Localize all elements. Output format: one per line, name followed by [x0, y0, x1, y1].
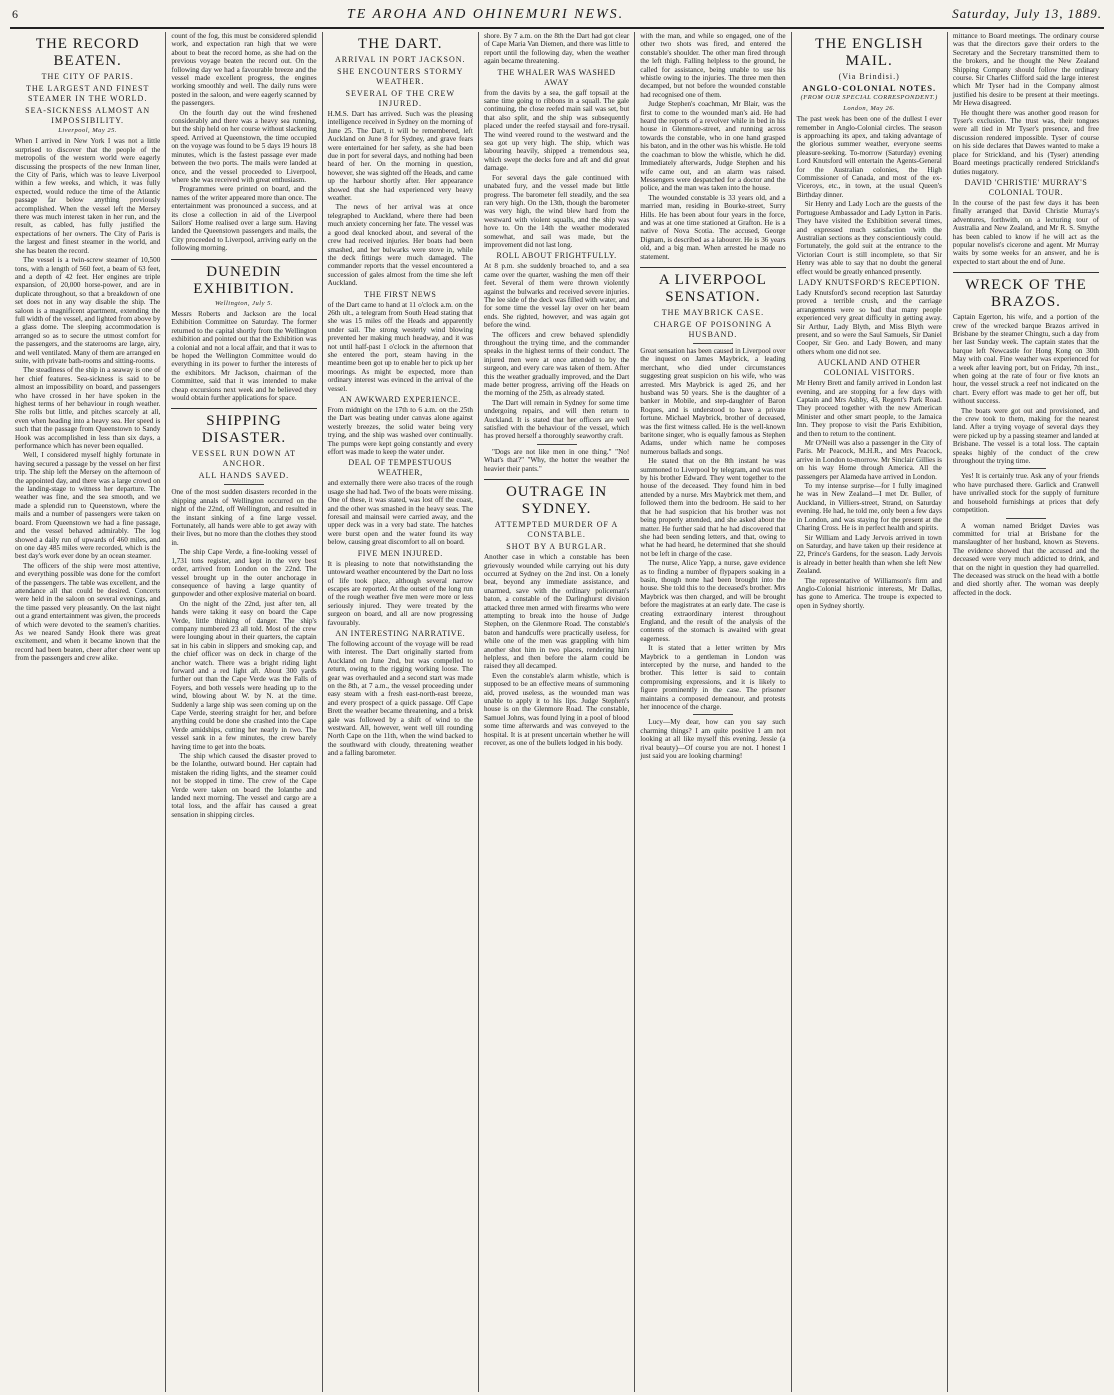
column-2 — [166, 32, 322, 1392]
paragraph: Programmes were printed on board, and the names of the writer appeared more than once. The entertainment was pronounced a success, and at its close a collection in aid of the Liverpool Sailors' Home realised over a large sum. Having landed the Queenstown passengers and mails, the City proceeded to Liverpool, arriving early on the following morning. — [171, 185, 317, 253]
paragraph: The officers and crew behaved splendidly throughout the trying time, and the commander speaks in the highest terms of their conduct. The injured men were at once attended to by the surgeon, and every care was taken of them. After this the weather gradually improved, and the Dart made better progress, arriving off the Heads on the morning of the 25th, as already stated. — [483, 330, 630, 398]
divider — [693, 343, 733, 344]
subhead: CHARGE OF POISONING A HUSBAND. — [653, 319, 773, 339]
subhead: ALL HANDS SAVED. — [198, 471, 290, 481]
paragraph: count of the fog, this must be considered splendid work, and expectation ran high that we were about to beat the record home, as she had on the previous voyage beaten the record out. On the following day we had a favourable breeze and the vessel made excellent progress, the engines working smoothly and well. The daily runs were posted in the saloon, and were eagerly scanned by the passengers. — [171, 32, 317, 108]
divider — [693, 714, 733, 715]
paragraph: When I arrived in New York I was not a little surprised to discover that the people of the metropolis of the western world were eagerly discussing the prospects of the new Inman liner, the City of Paris, which was to leave Liverpool within a few weeks, and which, it was fully expected, would reduce the time of the Atlantic passage far below anything previously accomplished. When the vessel left the Mersey there was much interest taken in her run, and the result, as cabled, has fully justified the expectations of her owners. The City of Paris is the largest and finest steamer in the world, and she has beaten the record. — [15, 137, 161, 255]
paragraph: Judge Stephen's coachman, Mr Blair, was the first to come to the wounded man's aid. He had heard the reports of a revolver while in bed in his house in Glenmore-street, and running across towards the constable, who in one hand grasped his baton, and in the other was his whistle. He told the coachman to blow the whistle, which he did. Immediately afterwards, Judge Stephen and his wife came out, and an alarm was raised. Messengers were despatched for a doctor and the police, and the man was taken into the house. — [640, 100, 786, 193]
issue-date: Saturday, July 13, 1889. — [952, 6, 1102, 21]
subhead: FIVE MEN INJURED. — [357, 548, 443, 558]
subhead: AN AWKWARD EXPERIENCE. — [339, 395, 461, 404]
paragraph: He thought there was another good reason for Tyser's exclusion. The trust was, their tongues were all tied in Mr Tyser's presence, and free discussion rendered impossible. Tyser of course on his side declares that Dawes wanted to make a place for Strickland, and his (Tyser) attending Board meetings practically rendered Strickland's duties nugatory. — [952, 108, 1100, 176]
paragraph: On the fourth day out the wind freshened considerably and there was a heavy sea running, but the ship held on her course without slackening speed. Arrived at Queenstown, the time occupied on the voyage was found to be 5 days 19 hours 18 minutes, which is the fastest passage ever made between the two ports. The mails were landed at once, and the vessel proceeded to Liverpool, where she was received with great enthusiasm. — [171, 108, 317, 184]
subhead: THE LARGEST AND FINEST STEAMER IN THE WORLD. — [25, 84, 150, 103]
column-3 — [323, 32, 479, 1392]
column-6 — [792, 32, 948, 1392]
paragraph: The wounded constable is 33 years old, and a married man, residing in Bourke-street, Surry Hills. He has been about four years in the force, and was at one time stationed at Grafton. He is a native of Nova Scotia. The accused, George Dignam, is described as a labourer. He is 36 years old, and a big man. When arrested he made no statement. — [640, 193, 786, 261]
paragraph: To my intense surprise—for I fully imagined he was in New Zealand—I met Dr. Buller, of Auckland, in Villiers-street, Strand, on Saturday evening. He had, he told me, only been a few days in London, and was staying for the present at the Charing Cross. He is in perfect health and spirits. — [796, 482, 942, 533]
divider — [1006, 518, 1046, 519]
subhead: DAVID 'CHRISTIE' MURRAY'S COLONIAL TOUR. — [964, 177, 1088, 197]
headline-the-dart: THE DART. — [358, 36, 443, 52]
paragraph: The representative of Williamson's firm and Anglo-Colonial histrionic interests, Mr Dallas, has gone to America. The troupe is expected to open in Sydney shortly. — [796, 576, 942, 610]
divider — [1006, 468, 1046, 469]
paragraph: The ship which caused the disaster proved to be the Iolanthe, outward bound. Her captain had mistaken the riding lights, and the steamer could not be stopped in time. The crew of the Cape Verde were taken on board the Iolanthe and landed next morning. The vessel and cargo are a total loss, and the affair has caused a great sensation in shipping circles. — [171, 752, 317, 819]
paragraph: Even the constable's alarm whistle, which is supposed to be an effective means of summoning aid, proved useless, as the wounded man was unable to apply it to his lips. Judge Stephen's house is on the Glenmore Road. The constable, Samuel Johns, was found lying in a pool of blood some time afterwards and was conveyed to the hospital. It is at present uncertain whether he will recover, as one of the bullets lodged in his body. — [483, 671, 630, 748]
paragraph: Mr O'Neill was also a passenger in the City of Paris. Mr Peacock, M.H.R., and Mrs Peacock, arrive in London to-morrow. Mr Sinclair Gillies is on his way Home through America. All the passengers per Alameda have arrived in London. — [796, 439, 942, 481]
subhead: (FROM OUR SPECIAL CORRESPONDENT.) — [800, 94, 938, 102]
paragraph: Messrs Roberts and Jackson are the local Exhibition Committee on Saturday. The former returned to the capital shortly from the Wellington exhibition and pointed out that the Exhibition was a colonial and not a local affair, and that it was to be hoped the Wellington Committee would do everything in its power to further the interests of the exhibitors. Mr Jackson, chairman of the Committee, said that it was intended to make cheap excursions next week and he believed they would obtain further applications for space. — [171, 309, 317, 403]
paragraph: In the course of the past few days it has been finally arranged that David Christie Murray's adventures, forthwith, on a lecturing tour of Australia and New Zealand, and Mr R. S. Smythe has been cabled to know if he will act as the popular novelist's cicerone and agent. Mr Murray waits by some weeks for an answer, and he is expected to start about the end of June. — [952, 198, 1100, 266]
paragraph: of the Dart came to hand at 11 o'clock a.m. on the 26th ult., a telegram from South Head stating that she was 15 miles off the Heads and apparently under sail. The strong westerly wind blowing prevented her making much headway, and it was not until half-past 1 o'clock in the afternoon that she entered the port, steam having in the meantime been got up to enable her to pick up her moorings. As might be expected, more than ordinary interest was evinced in the arrival of the vessel. — [327, 300, 473, 393]
column-5 — [635, 32, 791, 1392]
subhead: AN INTERESTING NARRATIVE. — [335, 628, 466, 638]
headline-shipping-disaster: SHIPPING DISASTER. — [171, 408, 316, 447]
quote-paragraph: "Dogs are not like men in one thing." "No! What's that?" "Why, the hotter the weather the heavier their pants." — [483, 447, 630, 473]
paragraph: For several days the gale continued with unabated fury, and the vessel made but little progress. The barometer fell steadily, and the sea ran very high. On the 13th, though the barometer was very high, the wind blew hard from the westward with violent squalls, and the ship was hove to. On the 14th the weather moderated somewhat, and sail was made, but the improvement did not last long. — [483, 173, 630, 249]
subhead: SHE ENCOUNTERS STORMY WEATHER. — [337, 67, 464, 86]
paragraph: The past week has been one of the dullest I ever remember in Anglo-Colonial circles. The season is approaching its apex, and taking advantage of the glorious summer weather, everyone seems pleasure-seeking. To-morrow (Saturday) evening Lord Knutsford will entertain the Agents-General for the Australian colonies, the High Commissioner of Canada, and most of the ex-Viceroys, etc., in town, at the usual Queen's Birthday dinner. — [796, 115, 942, 199]
divider — [537, 444, 577, 445]
subhead: (Via Brindisi.) — [838, 72, 900, 81]
paragraph: Sir William and Lady Jervois arrived in town on Saturday, and have taken up their residence at 22, Prince's Gardens, for the season. Lady Jervois is already in better health than when she left New Zealand. — [796, 533, 942, 576]
headline-english-mail: THE ENGLISH MAIL. — [815, 36, 924, 69]
paragraph: He stated that on the 8th instant he was summoned to Liverpool by telegram, and was met by his brother Edward. They went together to the house of the deceased. They found him in bed attended by a nurse. Mrs Maybrick met them, and followed them into the bedroom. He said to her that he had suspicion that his brother was not being properly attended, and she asked about the matter. He further said that he had discovered that she had been sending letters, and that, owing to what he had heard, he determined that she should not be left in charge of the case. — [640, 457, 786, 558]
paragraph: Captain Egerton, his wife, and a portion of the crew of the wrecked barque Brazos arrived in Brisbane by the steamer Chingtu, such a day from her last Sunday week. The captain states that the barque left Newcastle for Hong Kong on 30th May with coal. Fine weather was experienced for a week after leaving port, but on Friday, 7th inst., when going at the rate of four or five knots an hour, the vessel struck a reef not indicated on the chart. Every effort was made to get her off, but without success. — [952, 313, 1100, 406]
subhead: ROLL ABOUT FRIGHTFULLY. — [496, 251, 617, 261]
paragraph: shore. By 7 a.m. on the 8th the Dart had got clear of Cape Maria Van Diemen, and there was little to report until the following day, when the weather again became threatening. — [483, 32, 630, 66]
subhead: SEVERAL OF THE CREW INJURED. — [345, 89, 455, 108]
subhead: THE MAYBRICK CASE. — [661, 307, 765, 317]
paragraph: The vessel is a twin-screw steamer of 10,500 tons, with a length of 560 feet, a beam of 63 feet, and a depth of 42 feet. Her engines are triple expansion, of 20,000 horse-power, and are in duplicate throughout, so that a breakdown of one set does not in any way disable the ship. The saloon is a magnificent apartment, extending the full width of the vessel, and lighted from above by a glass dome. The sleeping accommodation is arranged so as to secure the utmost comfort for the passengers, and the staterooms are large, airy, and well ventilated. Many of them are arranged en suite, with private bath-rooms and sitting-rooms. — [15, 256, 161, 365]
column-1 — [10, 32, 166, 1392]
paragraph: A woman named Bridget Davies was committed for trial at Brisbane for the manslaughter of her husband, known as Stevens. The evidence showed that the accused and the deceased were very much addicted to drink, and that on the night in question they had quarrelled. The deceased was struck on the head with a bottle and died shortly after. The woman was deeply affected in the dock. — [952, 521, 1100, 597]
paragraph: Sir Henry and Lady Loch are the guests of the Portuguese Ambassador and Lady Lytton in Paris. They have visited the Exhibition several times, and expressed much satisfaction with the Australian sections as they conscientiously could. Fortunately, the gold suit at the entrance to the Victorian Court is still incomplete, so that Sir Henry was able to say that no doubt the general effect would be greatly enhanced presently. — [796, 200, 942, 276]
page-number: 6 — [12, 7, 19, 21]
paragraph: Mr Henry Brett and family arrived in London last evening, and are stopping for a few days with Captain and Mrs Ashby, 43, Regent's Park Road. They proceed together with the new American Minister and other smart people, to the Jamaica Inn. They propose to visit the Paris Exhibition, and then to return to the continent. — [796, 379, 942, 438]
paragraph: The following account of the voyage will be read with interest. The Dart originally started from Auckland on June 2nd, but was compelled to return, owing to the rigging working loose. The gear was overhauled and a second start was made on the 8th, at 7 a.m., the vessel proceeding under easy steam with a fresh east-north-east breeze, and every prospect of a quick passage. Off Cape Brett the weather became threatening, and a brisk gale was followed by a shift of wind to the westward. All, however, went well till rounding North Cape on the 11th, when the wind backed to the southward with cloudy, threatening weather and a falling barometer. — [327, 639, 473, 758]
subhead: ANGLO-COLONIAL NOTES. — [802, 83, 937, 93]
subhead: THE FIRST NEWS — [364, 289, 437, 299]
paragraph: mittance to Board meetings. The ordinary course was that the directors gave their orders to the Secretary and the Secretary transmitted them to the brokers, and he thought the New Zealand Shipping Company should follow the ordinary course. Sir Charles Clifford said the large interest which Mr Tyser had in the Company almost justified his desire to be present at their meetings. Mr Hewa disagreed. — [952, 32, 1100, 108]
subhead: ATTEMPTED MURDER OF A CONSTABLE. — [494, 520, 619, 540]
subhead: THE CITY OF PARIS. — [41, 72, 134, 81]
headline-outrage-in-sydney: OUTRAGE IN SYDNEY. — [484, 479, 629, 518]
dateline: Liverpool, May 25. — [58, 127, 118, 134]
headline-liverpool-sensation: A LIVERPOOL SENSATION. — [640, 267, 785, 306]
paragraph: The nurse, Alice Yapp, a nurse, gave evidence as to finding a number of flypapers soaking in a basin, though none had been brought into the house. She told this to the deceased's brother. Mrs Maybrick was then charged, and will be brought before the magistrates at an early date. The case is creating extraordinary interest throughout England, and the result of the analysis of the contents of the stomach is awaited with great eagerness. — [640, 559, 786, 643]
paragraph: It is pleasing to note that notwithstanding the untoward weather encountered by the Dart no loss of life took place, although several narrow escapes are reported. At the outset of the long run of the rough weather five men were more or less seriously injured. They were treated by the surgeon on board, and all are now progressing favourably. — [327, 559, 473, 627]
paragraph: with the man, and while so engaged, one of the other two shots was fired, and entered the constable's shoulder. The other man fired through the left thigh. Falling helpless to the ground, he called for assistance, being unable to use his whistle owing to the injuries. The three men then decamped, but not before the wounded constable had recognised one of them. — [640, 32, 786, 99]
paragraph: On the night of the 22nd, just after ten, all hands were taking it easy on board the Cape Verde, little thinking of danger. The ship's company numbered 23 all told. Most of the crew were lounging about in their quarters, the captain sat in his cabin in slippers and smoking cap, and the chief officer was on deck in charge of the anchor watch. There was a bright riding light forward and a red light aft. About 300 yards further out than the Cape Verde was the Falls of Foyers, and both vessels were heading up to the wind, blowing about W. by N. at the time. Suddenly a large ship was seen coming up on the Cape Verde, steering straight for her, and before anything could be done she crashed into the Cape Verde amidships, cutting her nearly in two. The vessel sank in a few minutes, the crew barely having time to get into the boats. — [171, 599, 317, 751]
paragraph: Lucy—My dear, how can you say such charming things? I am quite positive I am not looking at all like myself this evening. Jessie (a rival beauty)—Of course you are not. I honest I just said you are looking charming! — [640, 718, 786, 761]
paragraph: It is stated that a letter written by Mrs Maybrick to a gentleman in London was intercepted by the nurse, and handed to the brother. This letter is said to contain compromising expressions, and it is likely to figure prominently in the case. The prisoner maintains a composed demeanour, and protests her innocence of the charge. — [640, 644, 786, 712]
paragraph: from the davits by a sea, the gaff topsail at the same time going to ribbons in a squall. The gale continuing, the close reefed main sail was set, but that also split, and the ship was subsequently placed under the reefed staysail and fore-trysail. The wind veered round to the westward and the sea got up very high. The ship, which was labouring heavily, shipped a tremendous sea, which swept the decks fore and aft and did great damage. — [483, 88, 630, 173]
paragraph: From midnight on the 17th to 6 a.m. on the 25th the Dart was beating under canvas alone against westerly breezes, the solid water being very trying, and the ship was washed over continually. The pumps were kept going constantly and every effort was made to keep the water under. — [327, 406, 473, 457]
paragraph: The ship Cape Verde, a fine-looking vessel of 1,731 tons register, and kept in the very best order, arrived from London on the 22nd. The vessel brought up in the outer anchorage in consequence of having a large quantity of gunpowder and other explosive material on board. — [171, 548, 317, 599]
dateline: London, May 26. — [843, 104, 896, 112]
paragraph: The boats were got out and provisioned, and the crew took to them, making for the nearest land. After a trying voyage of several days they were picked up by a passing steamer and landed at Brisbane. The vessel is a total loss. The captain speaks highly of the conduct of the crew throughout the trying time. — [952, 406, 1100, 466]
paragraph: H.M.S. Dart has arrived. Such was the pleasing intelligence received in Sydney on the morning of June 25. The Dart, it will be remembered, left Auckland on June 8 for Sydney, and grave fears were entertained for her safety, as she had been due in port for several days, and nothing had been heard of her. On the morning in question, however, she was sighted off the Heads, and came up the harbour shortly after. Her appearance showed that she had experienced very heavy weather. — [327, 110, 473, 203]
headline-record-beaten: THE RECORD BEATEN. — [35, 36, 140, 69]
columns — [10, 32, 1104, 1392]
subhead: AUCKLAND AND OTHER COLONIAL VISITORS. — [817, 358, 921, 378]
paragraph: Yes! It is certainly true. Ask any of your friends who have purchased there. Garlick and Cranwell have unrivalled stock for the supply of furniture and household furnishings at prices that defy competition. — [952, 472, 1100, 515]
paragraph: Lady Knutsford's second reception last Saturday proved a terrible crush, and the carriage arrangements were so bad that many people experienced very great difficulty in getting away. Sir Arthur, Lady Blyth, and Miss Blyth were present, and so were the Saul Samuels, Sir Daniel Cooper, Sir Geo. and Lady Bowen, and many others whom one did not see. — [796, 288, 942, 356]
column-7 — [948, 32, 1104, 1392]
paragraph: One of the most sudden disasters recorded in the shipping annals of Wellington occurred on the night of the 22nd, off Wellington, and resulted in the instant sinking of a fine large vessel. Fortunately, all hands were able to get away with their lives, but no more than the clothes they stood in. — [171, 488, 317, 547]
paragraph: The news of her arrival was at once telegraphed to Auckland, where there had been much anxiety concerning her fate. The vessel was a good deal knocked about, and several of the crew had received injuries. Her boats had been smashed, and her bulwarks were stove in, while the deck fittings were much damaged. The commander reports that the vessel encountered a succession of gales almost from the time she left Auckland. — [327, 203, 473, 288]
subhead: LADY KNUTSFORD'S RECEPTION. — [798, 277, 941, 287]
paragraph: The Dart will remain in Sydney for some time undergoing repairs, and will then return to Auckland. It is stated that her officers are well satisfied with the behaviour of the vessel, which has proved herself a thoroughly seaworthy craft. — [483, 398, 630, 441]
subhead: SEA-SICKNESS ALMOST AN IMPOSSIBILITY. — [25, 106, 151, 125]
subhead: ARRIVAL IN PORT JACKSON. — [335, 55, 466, 64]
paragraph: Great sensation has been caused in Liverpool over the inquest on James Maybrick, a leading merchant, who died under circumstances suggesting great suspicion on his wife, who was arrested. Mrs Maybrick is aged 26, and her husband was 50 years. She is the daughter of a banker in Mobile, and step-daughter of Baron Roques, and is understood to have a private fortune. Michael Maybrick, brother of deceased, was the first witness called. He is the well-known baritone singer, who is equally famous as Stephen Adams, under which name he composes numerous ballads and songs. — [640, 346, 786, 456]
subhead: THE WHALER WAS WASHED AWAY — [497, 67, 616, 87]
paragraph: The officers of the ship were most attentive, and everything possible was done for the comfort of the passengers. The table was excellent, and the attendance all that could be desired. Concerts were held in the saloon on several evenings, and the time passed very pleasantly. On the last night out a grand entertainment was given, the proceeds of which were devoted to the seamen's charities. As we neared Sandy Hook there was great excitement, and when it became known that the record had been beaten, cheer after cheer went up from the passengers and crew alike. — [15, 561, 161, 663]
paragraph: The steadiness of the ship in a seaway is one of her chief features. Sea-sickness is said to be almost an impossibility on board, and passengers who have crossed in her have spoken in the highest terms of her behaviour in rough weather. She rolls but little, and pitches scarcely at all, even when heading into a heavy sea. Her speed is such that the passage from Queenstown to Sandy Hook was accomplished in less than six days, a performance which has never been equalled. — [15, 366, 161, 451]
paragraph: Well, I considered myself highly fortunate in having secured a passage by the vessel on her first trip. The ship left the Mersey on the afternoon of the appointed day, and there was a large crowd on the landing-stage to witness her departure. The weather was fine, and the sea smooth, and we made a splendid run to Queenstown, where the mails and a number of passengers were taken on board. From Queenstown we had a fine passage, and the vessel behaved admirably. The log showed a daily run of upwards of 460 miles, and on one day 485 miles were recorded, which is the best day's work ever done by an ocean steamer. — [15, 451, 161, 561]
paragraph: Another case in which a constable has been grievously wounded while carrying out his duty occurred at Sydney on the 2nd inst. On a lonely beat, beyond any immediate assistance, and unarmed, save with the ordinary policeman's baton, a constable of the Darlinghurst division attacked three men armed with firearms who were attempting to break into the house of Judge Stephen, on the Glenmore Road. The constable's baton and handcuffs were practically useless, for while one of the men was grappling with him another shot him in two places, rendering him helpless, and then before the alarm could be raised they all decamped. — [483, 553, 630, 671]
paragraph: At 8 p.m. she suddenly broached to, and a sea came over the quarter, washing the men off their feet. Several of them were thrown violently against the bulwarks and received severe injuries. The lee side of the deck was filled with water, and for some time the vessel lay over on her beam ends. She righted, however, and was again got before the wind. — [483, 262, 630, 330]
dateline: Wellington, July 5. — [214, 299, 273, 307]
subhead: VESSEL RUN DOWN AT ANCHOR. — [191, 449, 297, 469]
divider — [224, 484, 264, 485]
subhead: SHOT BY A BURGLAR. — [506, 542, 607, 552]
column-4 — [479, 32, 635, 1392]
subhead: DEAL OF TEMPESTUOUS WEATHER, — [348, 458, 453, 478]
headline-dunedin-exhibition: DUNEDIN EXHIBITION. — [171, 259, 316, 298]
paper-title: TE AROHA AND OHINEMURI NEWS. — [346, 7, 625, 22]
headline-wreck-of-the-brazos: WRECK OF THE BRAZOS. — [953, 272, 1099, 311]
masthead — [10, 6, 1104, 29]
paragraph: and externally there were also traces of the rough usage she had had. Two of the boats were missing. One of these, it was stated, was lost off the coast, and the other was smashed in the heavy seas. The foresail and mainsail were carried away, and the upper deck was in a very bad state. The hatches were burst open and the water found its way below, causing great discomfort to all on board. — [327, 479, 473, 547]
